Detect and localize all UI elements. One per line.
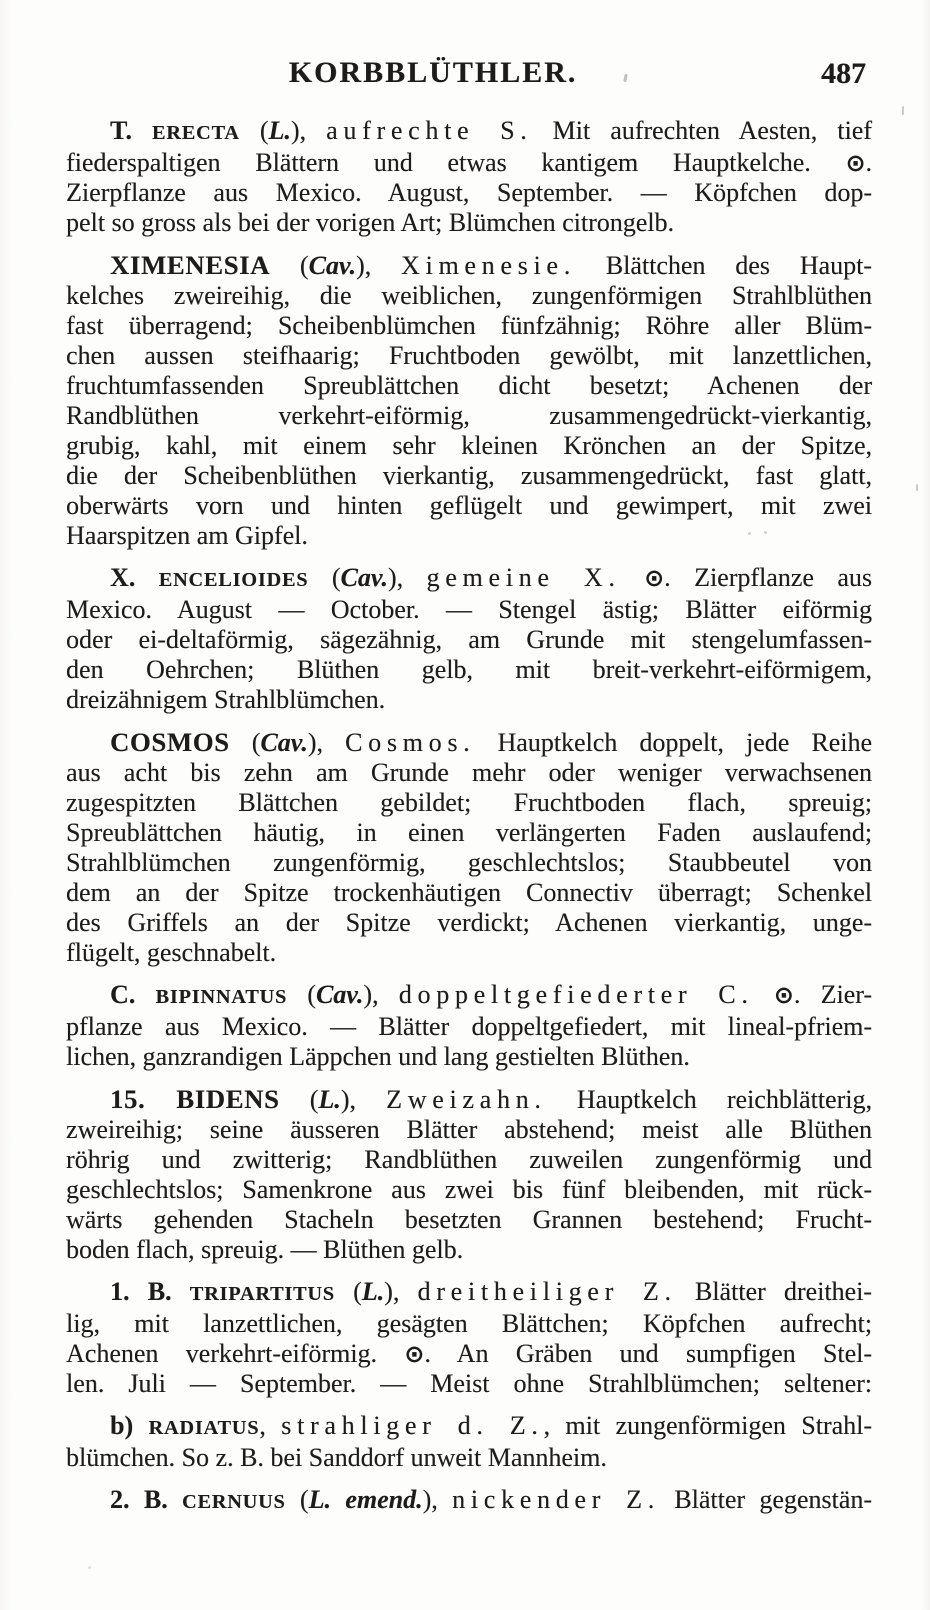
text-line bbox=[66, 148, 872, 178]
text-line bbox=[66, 758, 872, 788]
text-line bbox=[66, 1205, 872, 1235]
text-segment: ERECTA bbox=[151, 122, 240, 144]
text-segment: grubig, kahl, mit einem sehr kleinen Krönchen an der Spitze, bbox=[66, 431, 872, 460]
text-segment: Cav. bbox=[260, 728, 308, 757]
text-segment: Zweizahn. bbox=[386, 1085, 547, 1114]
text-segment: TRIPARTITUS bbox=[189, 1283, 335, 1305]
text-segment: L. emend. bbox=[308, 1485, 423, 1514]
text-line bbox=[66, 938, 872, 968]
text-segment: chen aussen steifhaarig; Fruchtboden gewölbt, mit lanzettlichen, bbox=[66, 341, 872, 370]
text-segment: flügelt, geschnabelt. bbox=[66, 938, 277, 967]
text-segment: lig, mit lanzettlichen, gesägten Blättchen; Köpfchen aufrecht; bbox=[66, 1309, 872, 1338]
text-segment: nickender Z. bbox=[452, 1485, 660, 1514]
text-line bbox=[66, 685, 872, 715]
text-line bbox=[66, 1485, 872, 1517]
text-segment: Blätter gegenstän- bbox=[659, 1485, 872, 1514]
text-segment: lichen, ganzrandigen Läppchen und lang gestielten Blüthen. bbox=[66, 1042, 690, 1071]
text-line bbox=[66, 878, 872, 908]
text-segment: ), bbox=[307, 728, 346, 757]
running-title: KORBBLÜTHLER. bbox=[288, 56, 578, 89]
text-segment: dreitheiliger Z. bbox=[417, 1277, 677, 1306]
text-line bbox=[66, 250, 872, 281]
text-segment: ( bbox=[270, 251, 309, 280]
paragraph-cosmos bbox=[66, 727, 872, 968]
text-segment: ( bbox=[287, 980, 316, 1009]
text-segment: doppeltgefiederter C. bbox=[398, 980, 754, 1009]
text-line bbox=[66, 281, 872, 311]
text-segment: pelt so gross als bei der vorigen Art; Blümchen citrongelb. bbox=[66, 208, 674, 237]
text-segment: L. bbox=[361, 1277, 385, 1306]
text-line bbox=[66, 178, 872, 208]
text-line bbox=[66, 1443, 872, 1473]
text-segment: Cosmos. bbox=[345, 728, 476, 757]
text-line bbox=[66, 908, 872, 938]
text-line bbox=[66, 848, 872, 878]
text-segment: ), bbox=[384, 1277, 418, 1306]
text-segment: kelches zweireihig, die weiblichen, zungenförmigen Strahlblüthen bbox=[66, 281, 872, 310]
text-line bbox=[66, 1277, 872, 1309]
text-segment: , bbox=[259, 1411, 282, 1440]
page-header bbox=[66, 56, 872, 96]
text-segment: Mit aufrechten Aesten, tief bbox=[532, 116, 872, 145]
text-segment: . Zierpflanze aus bbox=[664, 563, 873, 592]
text-segment: b) bbox=[110, 1411, 149, 1440]
annual-plant-symbol-icon: ⊙ bbox=[845, 149, 866, 177]
text-line bbox=[66, 1175, 872, 1205]
text-segment: Hauptkelch reichblätterig, bbox=[546, 1085, 872, 1114]
text-segment: strahliger d. Z. bbox=[281, 1411, 544, 1440]
text-segment: Ximenesie. bbox=[401, 251, 576, 280]
text-line bbox=[66, 1339, 872, 1369]
text-segment: X. bbox=[110, 563, 159, 592]
text-segment: geschlechtslos; Samenkrone aus zwei bis fünf bleibenden, mit rück- bbox=[66, 1175, 872, 1204]
text-segment: Haarspitzen am Gipfel. bbox=[66, 521, 308, 550]
text-segment: 15. BIDENS bbox=[110, 1084, 280, 1114]
text-segment: oder ei-deltaförmig, sägezähnig, am Grunde mit stengelumfassen- bbox=[66, 625, 872, 654]
text-line bbox=[66, 1042, 872, 1072]
text-segment: ( bbox=[279, 1085, 319, 1114]
text-segment: ( bbox=[229, 728, 261, 757]
text-segment: gemeine X. bbox=[426, 563, 621, 592]
text-line bbox=[66, 980, 872, 1012]
text-line bbox=[66, 625, 872, 655]
text-segment: fast überragend; Scheibenblümchen fünfzähnig; Röhre aller Blüm- bbox=[66, 311, 872, 340]
text-block bbox=[66, 116, 872, 1529]
text-line bbox=[66, 1012, 872, 1042]
text-segment: ENCELIOIDES bbox=[158, 569, 309, 591]
text-segment: Cav. bbox=[308, 251, 357, 280]
paragraph-ximenesia bbox=[66, 250, 872, 551]
text-line bbox=[66, 431, 872, 461]
text-segment: Zierpflanze aus Mexico. August, September. — Köpfchen dop- bbox=[66, 178, 872, 207]
scan-speck bbox=[764, 531, 767, 534]
text-line bbox=[66, 727, 872, 758]
text-segment: ), bbox=[363, 980, 399, 1009]
text-segment: ( bbox=[334, 1277, 362, 1306]
text-line bbox=[66, 563, 872, 595]
text-segment: ( bbox=[308, 563, 341, 592]
text-segment: ), bbox=[290, 116, 327, 145]
text-segment: Achenen verkehrt-eiförmig. bbox=[66, 1339, 405, 1368]
text-segment: dreizähnigem Strahlblümchen. bbox=[66, 685, 386, 714]
text-segment: ), bbox=[356, 251, 402, 280]
text-line bbox=[66, 371, 872, 401]
text-segment: boden flach, spreuig. — Blüthen gelb. bbox=[66, 1235, 464, 1264]
text-line bbox=[66, 1115, 872, 1145]
text-segment: Mexico. August — October. — Stengel ästig; Blätter eiförmig bbox=[66, 595, 872, 624]
text-line bbox=[66, 116, 872, 148]
text-line bbox=[66, 1145, 872, 1175]
text-line bbox=[66, 311, 872, 341]
text-segment: dem an der Spitze trockenhäutigen Connectiv überragt; Schenkel bbox=[66, 878, 872, 907]
text-segment: Blätter dreithei- bbox=[676, 1277, 872, 1306]
page-number: 487 bbox=[821, 57, 866, 90]
text-segment: des Griffels an der Spitze verdickt; Achenen vierkantig, unge- bbox=[66, 908, 872, 937]
text-line bbox=[66, 1309, 872, 1339]
text-segment: . bbox=[865, 148, 872, 177]
text-segment: Strahlblümchen zungenförmig, geschlechtslos; Staubbeutel von bbox=[66, 848, 872, 877]
text-segment: . Zier- bbox=[793, 980, 873, 1009]
text-line bbox=[66, 341, 872, 371]
text-segment: fiederspaltigen Blättern und etwas kantigem Hauptkelche. bbox=[66, 148, 846, 177]
text-segment: L. bbox=[268, 116, 291, 145]
text-line bbox=[66, 818, 872, 848]
text-segment: ), bbox=[340, 1085, 387, 1114]
annual-plant-symbol-icon: ⊙ bbox=[404, 1340, 425, 1368]
text-line bbox=[66, 1235, 872, 1265]
text-line bbox=[66, 491, 872, 521]
text-line bbox=[66, 401, 872, 431]
text-segment: die der Scheibenblüthen vierkantig, zusammengedrückt, fast glatt, bbox=[66, 461, 872, 490]
text-line bbox=[66, 521, 872, 551]
text-segment: Hauptkelch doppelt, jede Reihe bbox=[475, 728, 872, 757]
text-segment: aus acht bis zehn am Grunde mehr oder weniger verwachsenen bbox=[66, 758, 872, 787]
text-segment: fruchtumfassenden Spreublättchen dicht besetzt; Achenen der bbox=[66, 371, 872, 400]
paragraph-b-tripartitus bbox=[66, 1277, 872, 1399]
text-segment: Blättchen des Haupt- bbox=[575, 251, 872, 280]
text-segment: ( bbox=[239, 116, 269, 145]
text-segment: zweireihig; seine äusseren Blätter abstehend; meist alle Blüthen bbox=[66, 1115, 872, 1144]
text-segment: wärts gehenden Stacheln besetzten Grannen bestehend; Frucht- bbox=[66, 1205, 872, 1234]
text-segment: ( bbox=[285, 1485, 309, 1514]
text-segment: T. bbox=[110, 116, 152, 145]
text-segment bbox=[621, 563, 644, 592]
text-line bbox=[66, 788, 872, 818]
paragraph-x-encelioides bbox=[66, 563, 872, 715]
paragraph-c-bipinnatus bbox=[66, 980, 872, 1072]
text-line bbox=[66, 461, 872, 491]
text-segment: röhrig und zwitterig; Randblüthen zuweilen zungenförmig und bbox=[66, 1145, 872, 1174]
scan-speck bbox=[88, 1566, 91, 1569]
text-segment: , mit zungenförmigen Strahl- bbox=[543, 1411, 873, 1440]
text-line bbox=[66, 1411, 872, 1443]
text-segment: blümchen. So z. B. bei Sanddorf unweit Mannheim. bbox=[66, 1443, 607, 1472]
text-segment: 2. B. bbox=[110, 1485, 183, 1514]
text-segment: ), bbox=[422, 1485, 453, 1514]
text-segment: ), bbox=[387, 563, 427, 592]
text-segment bbox=[754, 980, 774, 1009]
scan-speck bbox=[748, 532, 751, 535]
text-segment: COSMOS bbox=[110, 727, 230, 757]
text-segment: BIPINNATUS bbox=[155, 986, 288, 1008]
text-segment: . An Gräben und sumpfigen Stel- bbox=[424, 1339, 873, 1368]
text-segment: Cav. bbox=[315, 980, 364, 1009]
text-line bbox=[66, 655, 872, 685]
text-line bbox=[66, 1369, 872, 1399]
text-segment: Randblüthen verkehrt-eiförmig, zusammengedrückt-vierkantig, bbox=[66, 401, 872, 430]
text-segment: oberwärts vorn und hinten geflügelt und gewimpert, mit zwei bbox=[66, 491, 872, 520]
text-segment: XIMENESIA bbox=[110, 250, 271, 280]
text-segment: CERNUUS bbox=[182, 1491, 286, 1513]
text-segment: len. Juli — September. — Meist ohne Strahlblümchen; seltener: bbox=[66, 1369, 872, 1398]
paragraph-b-radiatus bbox=[66, 1411, 872, 1473]
paragraph-b-cernuus bbox=[66, 1485, 872, 1517]
text-segment: C. bbox=[110, 980, 156, 1009]
text-line bbox=[66, 1084, 872, 1115]
text-segment: den Oehrchen; Blüthen gelb, mit breit-verkehrt-eiförmigem, bbox=[66, 655, 872, 684]
text-segment: aufrechte S. bbox=[326, 116, 533, 145]
text-segment: pflanze aus Mexico. — Blätter doppeltgefiedert, mit lineal-pfriem- bbox=[66, 1012, 872, 1041]
text-segment: zugespitzten Blättchen gebildet; Fruchtboden flach, spreuig; bbox=[66, 788, 872, 817]
paragraph-bidens bbox=[66, 1084, 872, 1265]
text-segment: L. bbox=[318, 1085, 341, 1114]
scan-speck bbox=[916, 484, 918, 491]
text-segment: Cav. bbox=[340, 563, 388, 592]
annual-plant-symbol-icon: ⊙ bbox=[644, 564, 665, 592]
annual-plant-symbol-icon: ⊙ bbox=[773, 981, 794, 1009]
text-line bbox=[66, 208, 872, 238]
text-segment: 1. B. bbox=[110, 1277, 190, 1306]
text-segment: Spreublättchen häutig, in einen verlängerten Faden auslaufend; bbox=[66, 818, 872, 847]
text-segment: RADIATUS bbox=[148, 1417, 260, 1439]
text-line bbox=[66, 595, 872, 625]
paragraph-t-erecta bbox=[66, 116, 872, 238]
scan-speck bbox=[902, 106, 904, 115]
